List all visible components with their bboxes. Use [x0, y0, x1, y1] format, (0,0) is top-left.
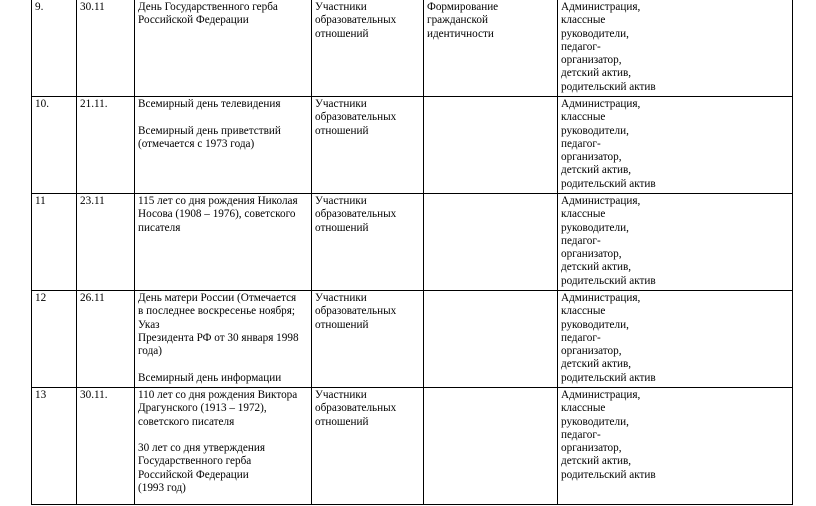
cell-line: детский актив,: [561, 261, 632, 274]
event-cell: [135, 388, 312, 505]
cell-line: организатор,: [561, 442, 622, 455]
date-cell: [77, 0, 135, 97]
event-cell: [135, 194, 312, 291]
table-row: [32, 97, 793, 194]
cell-line: организатор,: [561, 248, 622, 261]
cell-text: 30.11: [80, 1, 105, 13]
cell-line: руководители,: [561, 415, 629, 428]
cell-line: Участники: [315, 292, 367, 304]
cell-line: организатор,: [561, 345, 622, 358]
cell-line: Администрация,: [561, 292, 641, 304]
cell-line: педагог-: [561, 40, 601, 53]
responsible-cell: [558, 388, 793, 505]
cell-text: 30.11.: [80, 389, 108, 401]
row-number-cell: [32, 194, 77, 291]
cell-line: Государственного герба: [138, 455, 252, 468]
cell-line: День матери России (Отмечается: [138, 292, 297, 304]
responsible-cell: [558, 291, 793, 388]
cell-line: руководители,: [561, 27, 629, 40]
direction-cell: [424, 291, 558, 388]
cell-line: писателя: [138, 221, 181, 234]
cell-line: детский актив,: [561, 358, 632, 371]
cell-line: 110 лет со дня рождения Виктора: [138, 389, 298, 401]
row-number-cell: [32, 291, 77, 388]
cell-line: классные: [561, 402, 606, 415]
responsible-cell: [558, 0, 793, 97]
cell-text: 26.11: [80, 292, 105, 304]
cell-line: Российской Федерации: [138, 14, 249, 27]
cell-line: родительский актив: [561, 80, 656, 93]
cell-line: [138, 429, 308, 442]
cell-line: организатор,: [561, 54, 622, 67]
cell-line: Всемирный день телевидения: [138, 98, 281, 110]
cell-line: Российской Федерации: [138, 468, 249, 481]
cell-line: образовательных: [315, 305, 397, 318]
cell-line: педагог-: [561, 234, 601, 247]
cell-line: Носова (1908 – 1976), советского: [138, 208, 296, 221]
cell-line: образовательных: [315, 208, 397, 221]
cell-text: 21.11.: [80, 98, 108, 110]
cell-line: Администрация,: [561, 98, 641, 110]
row-number-cell: [32, 0, 77, 97]
cell-line: классные: [561, 208, 606, 221]
cell-line: руководители,: [561, 124, 629, 137]
cell-line: классные: [561, 305, 606, 318]
cell-text: 23.11: [80, 195, 105, 207]
cell-text: 13: [35, 389, 47, 401]
cell-line: педагог-: [561, 428, 601, 441]
cell-line: советского писателя: [138, 415, 235, 428]
cell-line: детский актив,: [561, 455, 632, 468]
cell-line: 115 лет со дня рождения Николая: [138, 195, 298, 207]
direction-cell: [424, 194, 558, 291]
cell-line: Участники: [315, 1, 367, 13]
events-table: [31, 0, 793, 505]
event-cell: [135, 0, 312, 97]
cell-line: отношений: [315, 27, 369, 40]
cell-line: педагог-: [561, 331, 601, 344]
cell-line: детский актив,: [561, 67, 632, 80]
cell-text: 11: [35, 195, 46, 207]
participants-cell: [312, 0, 424, 97]
date-cell: [77, 291, 135, 388]
cell-line: Формирование: [427, 1, 499, 13]
cell-line: отношений: [315, 318, 369, 331]
cell-line: отношений: [315, 124, 369, 137]
cell-line: (отмечается с 1973 года): [138, 137, 255, 150]
participants-cell: [312, 291, 424, 388]
cell-line: педагог-: [561, 137, 601, 150]
cell-line: родительский актив: [561, 177, 656, 190]
cell-line: День Государственного герба: [138, 1, 278, 13]
cell-line: классные: [561, 111, 606, 124]
cell-line: Участники: [315, 389, 367, 401]
event-cell: [135, 291, 312, 388]
cell-line: образовательных: [315, 14, 397, 27]
cell-line: отношений: [315, 415, 369, 428]
event-cell: [135, 97, 312, 194]
cell-line: идентичности: [427, 27, 494, 40]
participants-cell: [312, 97, 424, 194]
cell-line: детский актив,: [561, 164, 632, 177]
row-number-cell: [32, 388, 77, 505]
cell-line: образовательных: [315, 402, 397, 415]
cell-line: Президента РФ от 30 января 1998: [138, 331, 299, 344]
cell-line: Всемирный день информации: [138, 371, 282, 384]
cell-line: 30 лет со дня утверждения: [138, 442, 265, 455]
cell-line: родительский актив: [561, 274, 656, 287]
table-row: [32, 388, 793, 505]
cell-line: [138, 111, 308, 124]
date-cell: [77, 388, 135, 505]
cell-line: Участники: [315, 98, 367, 110]
cell-line: образовательных: [315, 111, 397, 124]
cell-line: в последнее воскресенье ноября;: [138, 305, 296, 318]
cell-line: (1993 год): [138, 482, 186, 495]
cell-line: Участники: [315, 195, 367, 207]
cell-text: 10.: [35, 98, 49, 110]
cell-line: Администрация,: [561, 389, 641, 401]
date-cell: [77, 194, 135, 291]
responsible-cell: [558, 194, 793, 291]
cell-line: Указ: [138, 318, 160, 331]
participants-cell: [312, 388, 424, 505]
cell-line: классные: [561, 14, 606, 27]
direction-cell: [424, 97, 558, 194]
cell-line: Всемирный день приветствий: [138, 124, 281, 137]
cell-line: [138, 358, 308, 371]
cell-line: руководители,: [561, 221, 629, 234]
cell-line: родительский актив: [561, 371, 656, 384]
cell-line: организатор,: [561, 151, 622, 164]
cell-line: отношений: [315, 221, 369, 234]
direction-cell: [424, 0, 558, 97]
table-row: [32, 291, 793, 388]
cell-line: Администрация,: [561, 1, 641, 13]
cell-text: 9.: [35, 1, 44, 13]
cell-text: 12: [35, 292, 47, 304]
cell-line: родительский актив: [561, 468, 656, 481]
cell-line: Администрация,: [561, 195, 641, 207]
participants-cell: [312, 194, 424, 291]
date-cell: [77, 97, 135, 194]
cell-line: руководители,: [561, 318, 629, 331]
responsible-cell: [558, 97, 793, 194]
table-row: [32, 0, 793, 97]
cell-line: Драгунского (1913 – 1972),: [138, 402, 267, 415]
cell-line: года): [138, 345, 162, 358]
table-row: [32, 194, 793, 291]
direction-cell: [424, 388, 558, 505]
row-number-cell: [32, 97, 77, 194]
cell-line: гражданской: [427, 14, 488, 27]
